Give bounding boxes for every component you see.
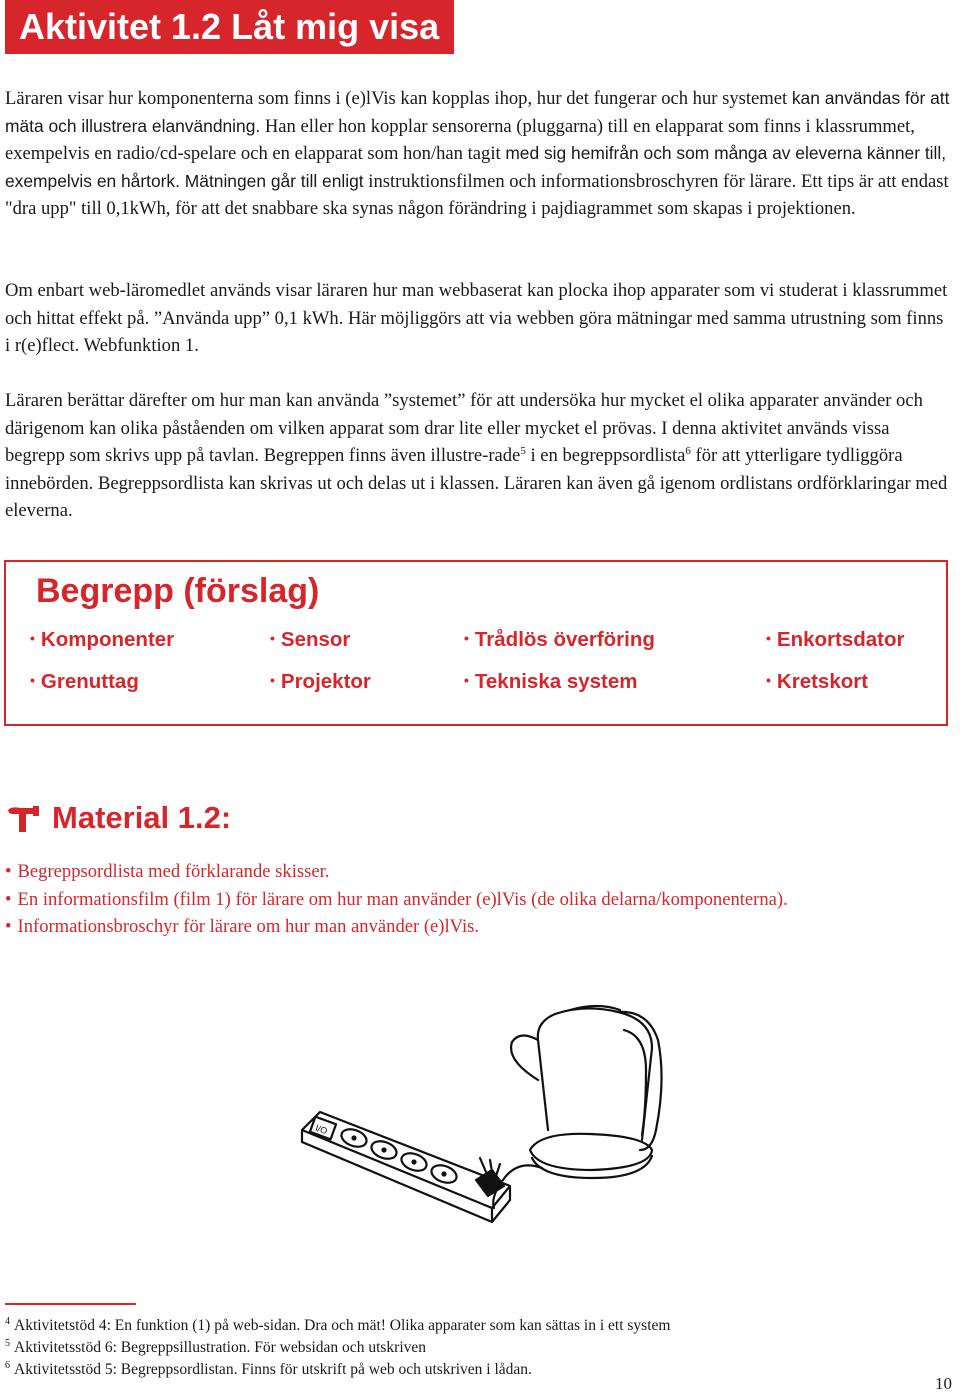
- intro-text-e: instruktionsfilmen och informationsbroschyren för lärare.: [363, 170, 797, 192]
- bullet-icon: •: [766, 630, 771, 646]
- bullet-icon: •: [270, 630, 275, 646]
- intro-text-f: Ett tips är att endast "dra upp" till 0,1kWh, för att: [5, 170, 949, 219]
- bullet-icon: •: [30, 672, 35, 688]
- footnotes: [5, 1315, 670, 1381]
- intro-text-d: med sig hemifrån och som många av eleverna känner till, exempelvis en hårtork. Mätningen går till enligt: [5, 143, 947, 191]
- concept-item: • Tekniska system: [464, 670, 638, 693]
- intro-text-b: kan användas för att mäta och illustrera elanvändning.: [5, 88, 950, 136]
- footnote: $^5$ Aktivitetsstöd 6: Begreppsillustration. För websidan och utskriven: [5, 1337, 426, 1356]
- footnote-divider: [5, 1303, 136, 1305]
- concept-item: • Projektor: [270, 670, 371, 693]
- svg-text:I/O: I/O: [314, 1122, 329, 1137]
- intro-paragraph: [5, 85, 950, 223]
- system-text-3: för att ytterligare tydliggöra innebörden. Begreppsordlista kan skrivas ut och delas ut i klassen. Läraren kan även gå igenom ordlistans ordförklaringar med eleverna.: [5, 445, 948, 521]
- bullet-icon: •: [5, 888, 12, 910]
- footnote-ref-5: 5: [520, 444, 526, 457]
- footnote: $^6$ Aktivitetsstöd 5: Begreppsordlistan. Finns för utskrift på web och utskriven i lådan.: [5, 1359, 532, 1378]
- page-number: 10: [935, 1374, 952, 1393]
- concept-item: • Kretskort: [766, 670, 869, 693]
- bullet-icon: •: [464, 630, 469, 646]
- bullet-icon: •: [464, 672, 469, 688]
- concept-item: • Sensor: [270, 628, 351, 651]
- bullet-icon: •: [766, 672, 771, 688]
- hammer-icon: [6, 806, 40, 834]
- system-text-2: i en begreppsordlista: [525, 445, 686, 466]
- concepts-box: [4, 560, 948, 726]
- intro-text-a: Läraren visar hur komponenterna som finns i (e)lVis kan kopplas ihop, hur det fungerar och hur systemet: [5, 88, 788, 109]
- concept-item: • Enkortsdator: [766, 628, 905, 651]
- concepts-title: Begrepp (förslag): [36, 572, 320, 610]
- footnote: $^4$ Aktivitetstöd 4: En funktion (1) på web-sidan. Dra och mät! Olika apparater som kan sättas in i ett system: [5, 1315, 671, 1334]
- bullet-icon: •: [5, 861, 12, 882]
- material-item: • En informationsfilm (film 1) för lärare om hur man använder (e)lVis (de olika delarna/komponenterna).: [5, 888, 788, 910]
- system-paragraph: [5, 387, 950, 525]
- footnote-ref-6: 6: [685, 444, 691, 457]
- system-text-1: Läraren berättar därefter om hur man kan använda ”systemet” för att undersöka hur mycket el olika apparater använder och därigenom kan olika påståenden om vilken apparat som drar lite eller mycket el prövas. I denna aktivitet används vissa begrepp som skrivs upp på tavlan. Begreppen finns även illustre-rade: [5, 390, 923, 466]
- intro-text-g: det snabbare ska synas någon förändring i pajdiagrammet som skapas i projektionen.: [220, 198, 856, 219]
- page-title: Aktivitet 1.2 Låt mig visa: [5, 0, 454, 54]
- materials-list: [5, 858, 788, 941]
- concept-item: • Komponenter: [30, 628, 175, 651]
- web-paragraph: Om enbart web-läromedlet används visar läraren hur man webbaserat kan plocka ihop apparater som vi studerat i klassrummet och hittat effekt på. ”Använda upp” 0,1 kWh. Här möjliggörs att via webben göra mätningar med samma utrustning som finns i r(e)flect. Webfunktion 1.: [5, 280, 948, 356]
- intro-text-c: Han eller hon kopplar sensorerna (pluggarna) till en elapparat som finns i klassrummet, exempelvis en radio/cd-spelare och en elapparat som hon/han tagit: [5, 115, 915, 164]
- materials-title: Material 1.2:: [52, 800, 232, 835]
- concept-item: • Grenuttag: [30, 670, 139, 693]
- bullet-icon: •: [5, 916, 12, 937]
- bullet-icon: •: [270, 672, 275, 688]
- concept-item: • Trådlös överföring: [464, 628, 655, 651]
- bullet-icon: •: [30, 630, 35, 646]
- kettle-power-strip-illustration: [280, 1000, 680, 1240]
- material-item: • Begreppsordlista med förklarande skisser.: [5, 861, 330, 882]
- material-item: • Informationsbroschyr för lärare om hur man använder (e)lVis.: [5, 916, 480, 937]
